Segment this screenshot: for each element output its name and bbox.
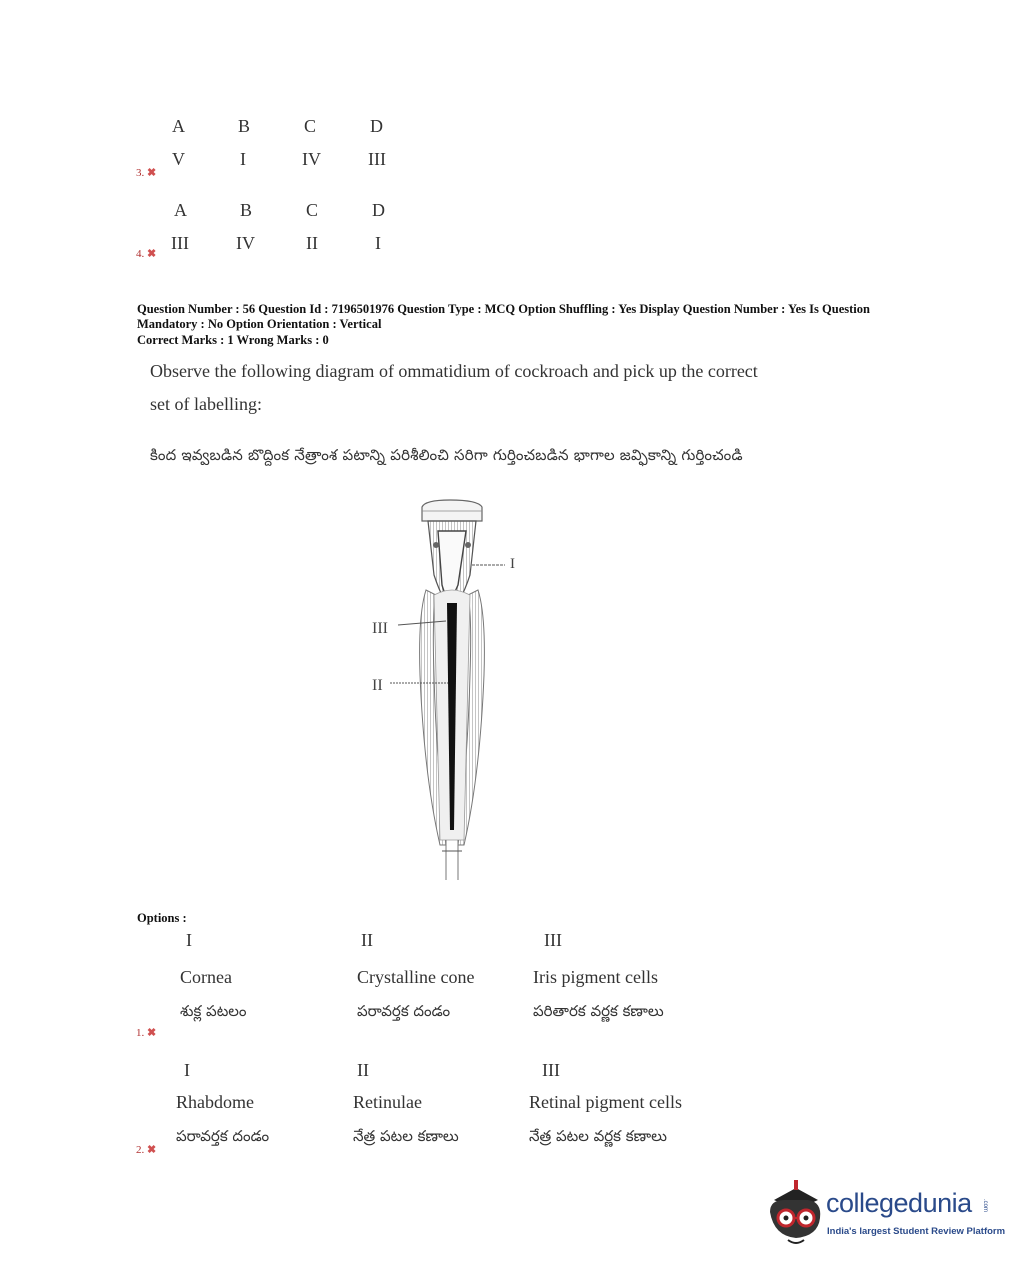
column-header: I: [186, 930, 192, 950]
grid-value: III: [171, 233, 189, 253]
student-mascot-icon: [766, 1178, 826, 1248]
diagram-label-i: I: [510, 556, 515, 572]
option-answer-en: Cornea: [180, 967, 232, 987]
option-number: 3. ✖: [136, 167, 157, 179]
option-answer-te: నేత్ర పటల వర్ణక కణాలు: [529, 1127, 667, 1145]
question-text-en: Observe the following diagram of ommatidium of cockroach and pick up the correct: [150, 361, 758, 381]
option-answer-te: పరావర్తక దండం: [357, 1002, 451, 1020]
grid-header: B: [240, 200, 253, 220]
column-header: I: [184, 1060, 190, 1080]
option-answer-en: Iris pigment cells: [533, 967, 658, 987]
wrong-mark-icon: ✖: [147, 1027, 157, 1039]
option-answer-en: Retinulae: [353, 1092, 422, 1112]
grid-header: D: [370, 116, 383, 136]
question-text-te: కింద ఇవ్వబడిన బొద్దింక నేత్రాంశ పటాన్ని పరిశీలించి సరిగా గుర్తించబడిన భాగాల జవ్ఫికాన్ని గుర్తించండి: [150, 446, 743, 464]
grid-header: C: [304, 116, 317, 136]
wrong-mark-icon: ✖: [147, 167, 157, 179]
option-answer-te: పరితారక వర్ణక కణాలు: [533, 1002, 664, 1020]
grid-value: V: [172, 149, 185, 169]
question-meta-line1: Question Number : 56 Question Id : 7196501976 Question Type : MCQ Option Shuffling : Yes Display Question Number : Yes Is Question: [137, 302, 870, 316]
question-meta-line2: Mandatory : No Option Orientation : Vertical: [137, 317, 382, 331]
diagram-label-ii: II: [372, 677, 383, 694]
question-text-en-cont: set of labelling:: [150, 394, 262, 414]
option-answer-te: శుక్ల పటలం: [180, 1002, 247, 1020]
grid-value: I: [240, 149, 246, 169]
grid-value: IV: [302, 149, 321, 169]
grid-header: D: [372, 200, 385, 220]
option-answer-te: పరావర్తక దండం: [176, 1127, 270, 1145]
brand-name: collegedunia: [826, 1188, 972, 1218]
option-answer-en: Crystalline cone: [357, 967, 475, 987]
grid-value: IV: [236, 233, 255, 253]
grid-value: II: [306, 233, 318, 253]
option-number: 2. ✖: [136, 1144, 157, 1156]
question-marks: Correct Marks : 1 Wrong Marks : 0: [137, 333, 329, 347]
diagram-label-iii: III: [372, 620, 388, 637]
grid-header: C: [306, 200, 319, 220]
grid-value: III: [368, 149, 386, 169]
grid-value: I: [375, 233, 381, 253]
brand-domain: .com: [982, 1199, 988, 1213]
brand-tagline: India's largest Student Review Platform: [827, 1226, 1006, 1237]
option-number: 4. ✖: [136, 248, 157, 260]
options-label: Options :: [137, 911, 187, 925]
grid-header: B: [238, 116, 251, 136]
option-answer-en: Retinal pigment cells: [529, 1092, 682, 1112]
column-header: III: [544, 930, 562, 950]
wrong-mark-icon: ✖: [147, 1144, 157, 1156]
grid-header: A: [174, 200, 187, 220]
ommatidium-diagram: [360, 495, 540, 885]
column-header: III: [542, 1060, 560, 1080]
column-header: II: [357, 1060, 369, 1080]
option-answer-en: Rhabdome: [176, 1092, 254, 1112]
wrong-mark-icon: ✖: [147, 248, 157, 260]
column-header: II: [361, 930, 373, 950]
grid-header: A: [172, 116, 185, 136]
option-answer-te: నేత్ర పటల కణాలు: [353, 1127, 459, 1145]
cornea-shape: [422, 500, 482, 521]
option-number: 1. ✖: [136, 1027, 157, 1039]
